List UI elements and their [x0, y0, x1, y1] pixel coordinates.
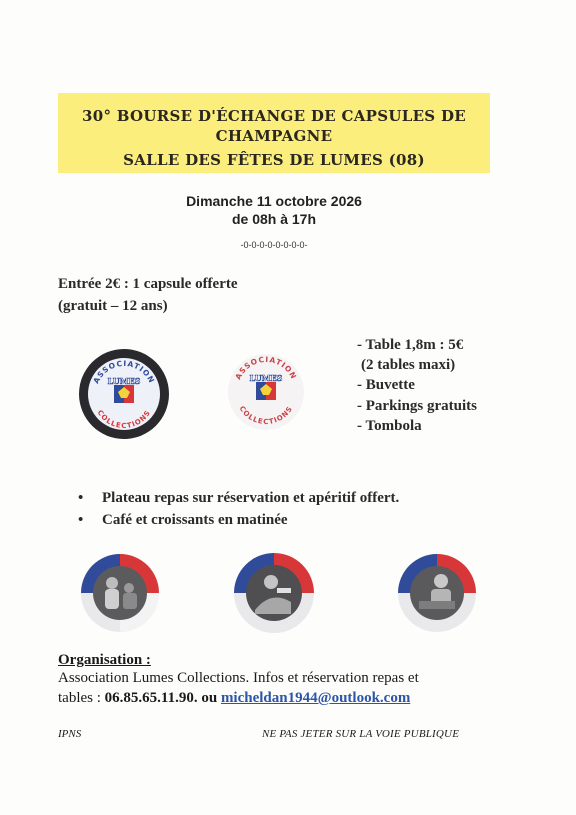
organisation-text: Association Lumes Collections. Infos et réservation repas et [58, 670, 419, 686]
feature-table-price: - Table 1,8m : 5€ [357, 337, 464, 353]
bullet-dot: • [78, 490, 84, 506]
footer-notice: NE PAS JETER SUR LA VOIE PUBLIQUE [262, 728, 460, 740]
photo-capsule-3 [397, 553, 477, 633]
title-line-2: CHAMPAGNE [215, 127, 333, 145]
association-logo-capsule [78, 348, 170, 440]
feature-tombola: - Tombola [357, 418, 422, 434]
feature-table-limit: (2 tables maxi) [361, 357, 456, 373]
contact-connector: ou [197, 690, 221, 706]
bullet-meal-text: Plateau repas sur réservation et apéritif offert. [102, 490, 400, 506]
phone-number: 06.85.65.11.90. [104, 690, 198, 706]
logo-arc-top: ASSOCIATION [233, 354, 299, 382]
logo-band: LUMES [249, 373, 283, 383]
bullet-dot: • [78, 512, 84, 528]
event-date: Dimanche 11 octobre 2026 [186, 193, 362, 209]
logo-band: LUMES [107, 376, 141, 386]
bullet-coffee-text: Café et croissants en matinée [102, 512, 288, 528]
organisation-heading: Organisation : [58, 652, 151, 668]
entry-price: Entrée 2€ : 1 capsule offerte [58, 276, 238, 292]
photo-capsule-1 [80, 553, 160, 633]
footer-ipns: IPNS [58, 728, 82, 740]
event-hours: de 08h à 17h [231, 211, 317, 227]
title-line-3: SALLE DES FÊTES DE LUMES (08) [123, 151, 425, 169]
title-line-1: 30° BOURSE D'ÉCHANGE DE CAPSULES DE [81, 107, 467, 125]
title-banner [58, 93, 490, 173]
feature-parking: - Parkings gratuits [357, 398, 477, 414]
entry-free-note: (gratuit – 12 ans) [58, 298, 168, 314]
organisation-contact [58, 690, 410, 707]
feature-buvette: - Buvette [357, 377, 415, 393]
logo-arc-top: ASSOCIATION [91, 358, 157, 386]
separator: -0-0-0-0-0-0-0-0- [240, 240, 308, 250]
association-logo-light [226, 350, 306, 434]
bullet-coffee [78, 512, 288, 529]
logo-arc-bottom: COLLECTIONS [237, 404, 295, 427]
bullet-meal [78, 490, 399, 507]
contact-prefix: tables : [58, 690, 105, 706]
logo-arc-bottom: COLLECTIONS [95, 408, 153, 431]
email-link[interactable]: micheldan1944@outlook.com [220, 690, 411, 706]
photo-capsule-2 [233, 552, 315, 634]
